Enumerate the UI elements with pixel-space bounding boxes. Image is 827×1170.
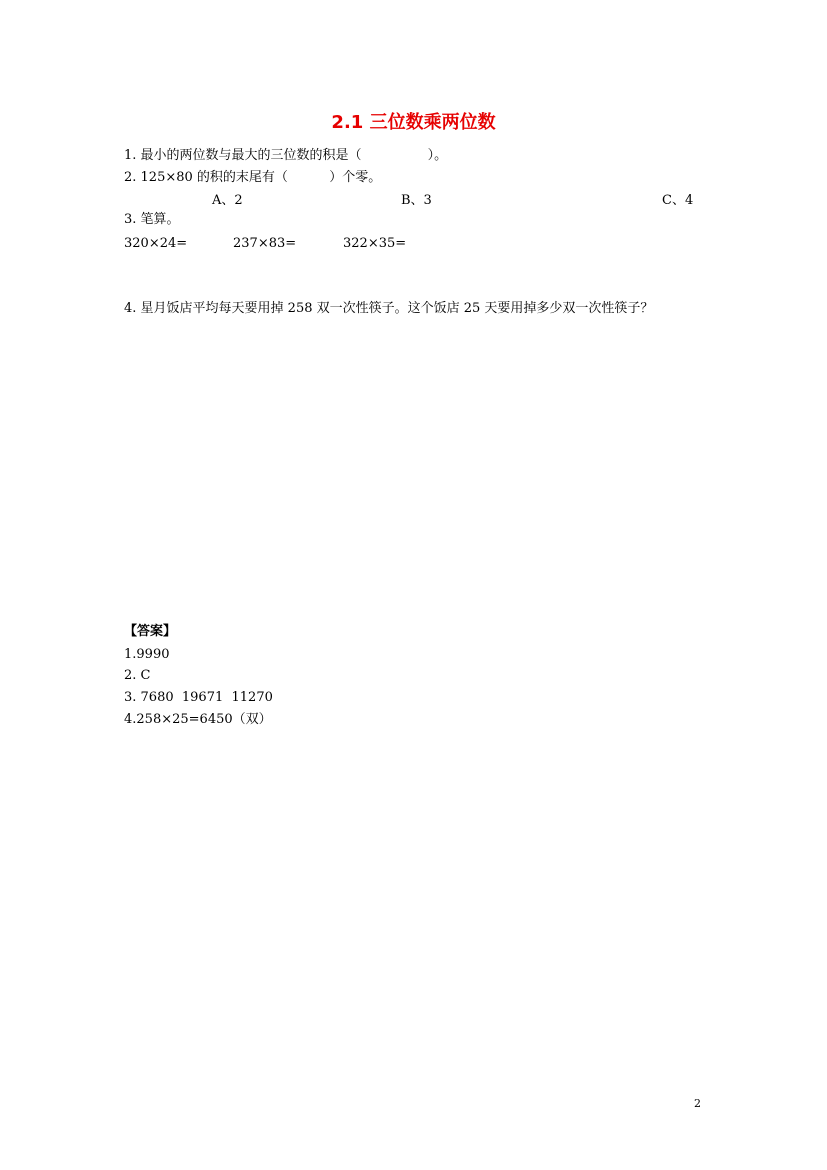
answer-item: 4.258×25=6450（双） xyxy=(124,712,272,727)
question-1: 1. 最小的两位数与最大的三位数的积是（ ）。 xyxy=(124,148,448,163)
question-2: 2. 125×80 的积的末尾有（ ）个零。 xyxy=(124,170,382,185)
option-a: A、2 xyxy=(212,193,243,208)
question-4: 4. 星月饭店平均每天要用掉 258 双一次性筷子。这个饭店 25 天要用掉多少双一次性筷子？ xyxy=(124,301,654,316)
page-number: 2 xyxy=(694,1097,701,1110)
calc-item-3: 322×35= xyxy=(343,236,407,251)
question-3: 3. 笔算。 xyxy=(124,212,180,227)
option-c: C、4 xyxy=(662,193,694,208)
answer-item: 1.9990 xyxy=(124,647,170,662)
calc-item-1: 320×24= xyxy=(124,236,188,251)
answer-item: 2. C xyxy=(124,668,151,683)
calc-item-2: 237×83= xyxy=(233,236,297,251)
page-title: 2.1 三位数乘两位数 xyxy=(331,112,496,133)
answer-item: 3. 7680 19671 11270 xyxy=(124,690,273,705)
answer-heading: 【答案】 xyxy=(124,624,177,639)
option-b: B、3 xyxy=(401,193,432,208)
